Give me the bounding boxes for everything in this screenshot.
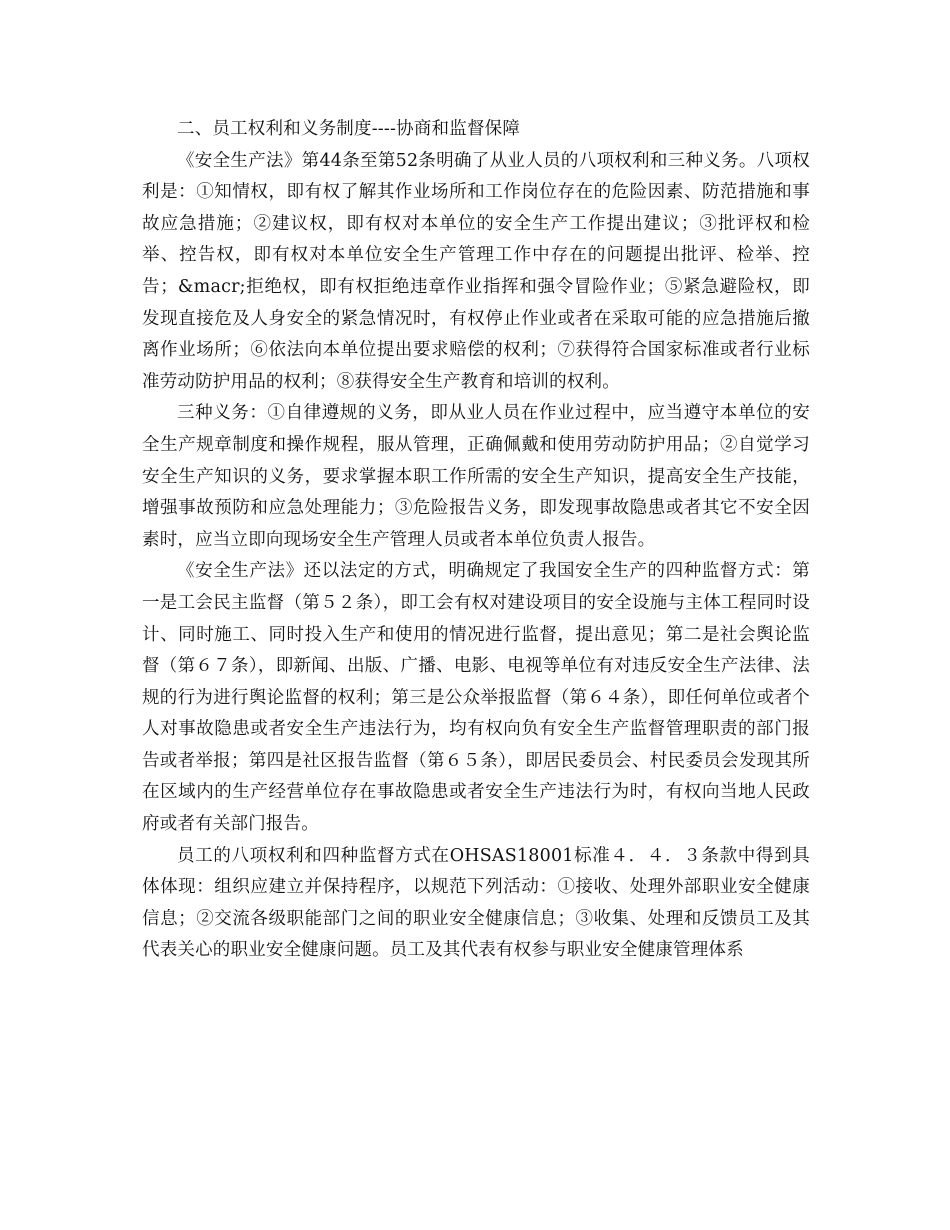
- paragraph-rights: 《安全生产法》第44条至第52条明确了从业人员的八项权利和三种义务。八项权利是：①知情权，即有权了解其作业场所和工作岗位存在的危险因素、防范措施和事故应急措施；②建议权，即有权对本单位的安全生产工作提出建议；③批评权和检举、控告权，即有权对本单位安全生产管理工作中存在的问题提出批评、检举、控告；&macr;拒绝权，即有权拒绝违章作业指挥和强令冒险作业；⑤紧急避险权，即发现直接危及人身安全的紧急情况时，有权停止作业或者在采取可能的应急措施后撤离作业场所；⑥依法向本单位提出要求赔偿的权利；⑦获得符合国家标准或者行业标准劳动防护用品的权利；⑧获得安全生产教育和培训的权利。: [142, 150, 810, 392]
- paragraph-ohsas: 员工的八项权利和四种监督方式在OHSAS18001标准４．４．３条款中得到具体体现：组织应建立并保持程序，以规范下列活动：①接收、处理外部职业安全健康信息；②交流各级职能部门之间的职业安全健康信息；③收集、处理和反馈员工及其代表关心的职业安全健康问题。员工及其代表有权参与职业安全健康管理体系: [142, 845, 810, 961]
- document-body: [142, 114, 810, 967]
- section-heading: 二、员工权利和义务制度----协商和监督保障: [177, 119, 521, 139]
- paragraph-obligations: 三种义务：①自律遵规的义务，即从业人员在作业过程中，应当遵守本单位的安全生产规章制度和操作规程，服从管理，正确佩戴和使用劳动防护用品；②自觉学习安全生产知识的义务，要求掌握本职工作所需的安全生产知识，提高安全生产技能，增强事故预防和应急处理能力；③危险报告义务，即发现事故隐患或者其它不安全因素时，应当立即向现场安全生产管理人员或者本单位负责人报告。: [142, 403, 810, 550]
- paragraph-supervision: 《安全生产法》还以法定的方式，明确规定了我国安全生产的四种监督方式：第一是工会民主监督（第５２条），即工会有权对建设项目的安全设施与主体工程同时设计、同时施工、同时投入生产和使用的情况进行监督，提出意见；第二是社会舆论监督（第６７条），即新闻、出版、广播、电影、电视等单位有对违反安全生产法律、法规的行为进行舆论监督的权利；第三是公众举报监督（第６４条），即任何单位或者个人对事故隐患或者安全生产违法行为，均有权向负有安全生产监督管理职责的部门报告或者举报；第四是社区报告监督（第６５条），即居民委员会、村民委员会发现其所在区域内的生产经营单位存在事故隐患或者安全生产违法行为时，有权向当地人民政府或者有关部门报告。: [142, 561, 810, 835]
